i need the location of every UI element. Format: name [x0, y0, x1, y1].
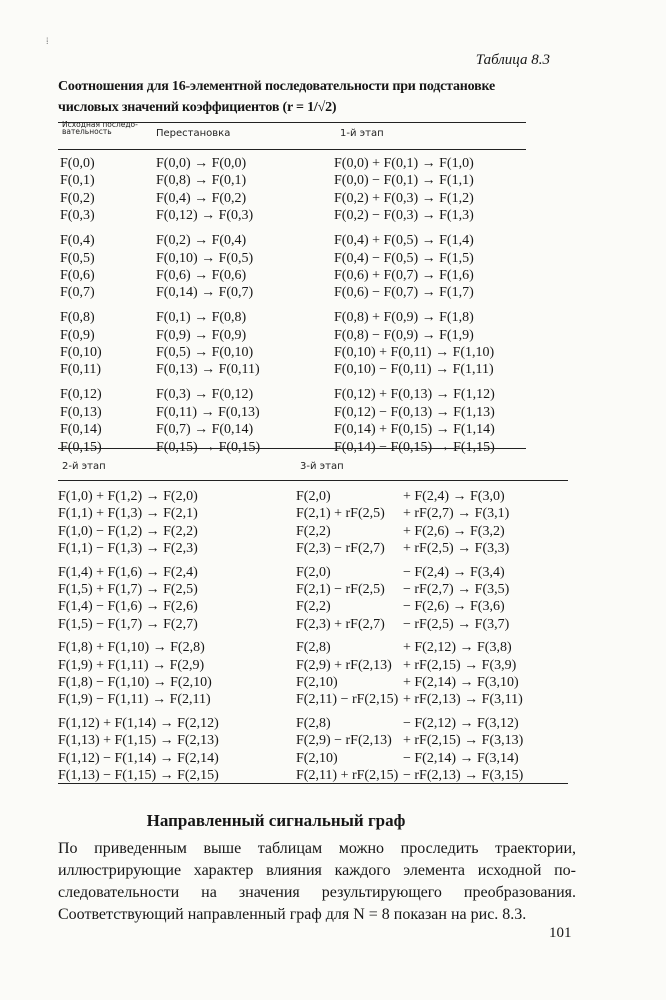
table-cell: + rF(2,15) → F(3,13) — [403, 733, 524, 749]
table-cell: F(0,11) → F(0,13) — [156, 404, 260, 420]
table-cell: F(0,10) → F(0,5) — [156, 250, 254, 266]
table-cell: F(0,14) − F(0,15) → F(1,15) — [334, 439, 495, 455]
table-cell: F(0,1) — [60, 173, 95, 189]
table-cell: + rF(2,7) → F(3,1) — [403, 506, 510, 522]
table-cell: F(2,10) — [296, 750, 338, 766]
table-cell: F(1,4) + F(1,6) → F(2,4) — [58, 564, 198, 580]
table-cell: − F(2,14) → F(3,14) — [403, 750, 519, 766]
table1-bottom-rule — [58, 448, 526, 449]
table-cell: F(0,10) − F(0,11) → F(1,11) — [334, 362, 494, 378]
table-label: Таблица 8.3 — [475, 52, 550, 68]
table-cell: F(0,6) → F(0,6) — [156, 267, 247, 283]
table-cell: F(2,9) + rF(2,13) — [296, 657, 392, 673]
table-cell: F(1,8) + F(1,10) → F(2,8) — [58, 640, 205, 656]
table-cell: F(0,2) − F(0,3) → F(1,3) — [334, 208, 474, 224]
table-cell: F(2,2) — [296, 599, 331, 615]
section-heading: Направленный сигнальный граф — [146, 811, 406, 830]
table-cell: F(1,8) − F(1,10) → F(2,10) — [58, 675, 212, 690]
margin-mark: ⁞ — [46, 36, 49, 46]
table-cell: F(1,0) − F(1,2) → F(2,2) — [58, 523, 198, 539]
table-cell: F(2,0) — [296, 564, 331, 580]
table-cell: F(0,15) → F(0,15) — [156, 439, 261, 455]
table-cell: F(2,1) + rF(2,5) — [296, 506, 385, 522]
table-cell: F(0,5) → F(0,10) — [156, 345, 254, 360]
table-cell: F(0,8) — [60, 310, 95, 326]
table-cell: F(2,9) − rF(2,13) — [296, 733, 392, 749]
table2-header-stage2: 2-й этап — [62, 461, 106, 472]
table-cell: F(0,11) — [60, 362, 102, 378]
table-cell: F(0,2) + F(0,3) → F(1,2) — [334, 190, 474, 206]
table2-header-stage3: 3-й этап — [300, 461, 344, 472]
table-cell: F(0,9) — [60, 327, 95, 343]
page-number: 101 — [549, 925, 572, 941]
table-cell: F(0,14) → F(0,7) — [156, 285, 254, 301]
table-cell: F(0,7) → F(0,14) — [156, 422, 254, 438]
table-cell: F(0,6) − F(0,7) → F(1,7) — [334, 285, 474, 301]
table-cell: F(0,7) — [60, 285, 95, 301]
table-cell: F(0,4) + F(0,5) → F(1,4) — [334, 233, 474, 249]
table-cell: F(1,9) − F(1,11) → F(2,11) — [58, 692, 211, 708]
table-cell: F(1,9) + F(1,11) → F(2,9) — [58, 657, 205, 673]
table-cell: F(2,11) + rF(2,15) — [296, 768, 399, 783]
table-cell: − rF(2,7) → F(3,5) — [403, 582, 510, 597]
table-cell: F(0,15) — [60, 439, 102, 455]
table-cell: F(0,1) → F(0,8) — [156, 310, 247, 326]
table-cell: F(2,11) − rF(2,15) — [296, 692, 399, 708]
table-cell: F(2,8) — [296, 640, 331, 656]
table-cell: F(0,12) → F(0,3) — [156, 208, 254, 224]
table-cell: + F(2,4) → F(3,0) — [403, 489, 505, 504]
table2-bottom-rule — [58, 783, 568, 784]
paragraph-line: иллюстрирующие характер влияния каждого элемента исходной по- — [58, 862, 576, 879]
table-cell: − F(2,4) → F(3,4) — [403, 564, 505, 580]
table-cell: F(0,6) + F(0,7) → F(1,6) — [334, 267, 474, 283]
table-cell: F(1,1) − F(1,3) → F(2,3) — [58, 541, 198, 557]
table-cell: F(0,14) — [60, 422, 102, 438]
table-cell: F(0,8) − F(0,9) → F(1,9) — [334, 327, 474, 343]
table-cell: + F(2,14) → F(3,10) — [403, 675, 519, 690]
table-cell: − rF(2,5) → F(3,7) — [403, 616, 510, 632]
table-caption: Соотношения для 16-элементной последовательности при подстановке числовых значений коэффициентов (r = 1/√2) — [58, 79, 495, 115]
table-cell: F(0,2) — [60, 190, 95, 206]
table-cell: + rF(2,15) → F(3,9) — [403, 657, 517, 673]
table-cell: F(0,9) → F(0,9) — [156, 327, 247, 343]
table-cell: F(0,8) → F(0,1) — [156, 173, 247, 189]
table-cell: F(2,0) — [296, 489, 331, 504]
table-cell: F(0,14) + F(0,15) → F(1,14) — [334, 422, 495, 438]
table-cell: F(0,5) — [60, 250, 95, 266]
table-cell: F(2,3) − rF(2,7) — [296, 541, 385, 557]
table-cell: F(2,1) − rF(2,5) — [296, 582, 385, 597]
table-cell: F(0,2) → F(0,4) — [156, 233, 247, 249]
table-cell: F(0,0) — [60, 156, 95, 171]
table-cell: F(0,12) − F(0,13) → F(1,13) — [334, 404, 495, 420]
table-cell: F(0,4) — [60, 233, 95, 249]
table-cell: + F(2,6) → F(3,2) — [403, 523, 505, 539]
table-cell: − rF(2,13) → F(3,15) — [403, 768, 524, 783]
table-cell: F(1,5) − F(1,7) → F(2,7) — [58, 616, 198, 632]
table-cell: F(0,6) — [60, 267, 95, 283]
table-cell: F(0,8) + F(0,9) → F(1,8) — [334, 310, 474, 326]
table-cell: F(1,12) − F(1,14) → F(2,14) — [58, 750, 219, 766]
table-cell: F(2,10) — [296, 675, 338, 690]
table-cell: F(2,3) + rF(2,7) — [296, 616, 385, 632]
table-cell: F(0,3) — [60, 208, 95, 224]
table-cell: F(1,1) + F(1,3) → F(2,1) — [58, 506, 198, 522]
table-cell: + F(2,12) → F(3,8) — [403, 640, 512, 656]
table1-header-permutation: Перестановка — [156, 128, 231, 139]
table-cell: F(2,2) — [296, 523, 331, 539]
table-cell: F(0,4) − F(0,5) → F(1,5) — [334, 250, 474, 266]
table-cell: F(0,12) + F(0,13) → F(1,12) — [334, 387, 495, 403]
paragraph-line: Соответствующий направленный граф для N = 8 показан на рис. 8.3. — [58, 906, 527, 923]
table-cell: F(0,13) → F(0,11) — [156, 362, 260, 378]
table-cell: F(0,0) + F(0,1) → F(1,0) — [334, 156, 474, 171]
table-cell: − F(2,6) → F(3,6) — [403, 599, 505, 615]
table-cell: F(0,10) — [60, 345, 102, 360]
table-cell: F(2,8) — [296, 715, 331, 731]
table-cell: F(0,3) → F(0,12) — [156, 387, 254, 403]
table-cell: F(0,4) → F(0,2) — [156, 190, 247, 206]
paragraph-line: По приведенным выше таблицам можно проследить траектории, — [58, 840, 576, 857]
table-cell: + rF(2,13) → F(3,11) — [403, 692, 523, 708]
table-cell: F(0,10) + F(0,11) → F(1,10) — [334, 345, 495, 360]
table-cell: F(1,0) + F(1,2) → F(2,0) — [58, 489, 198, 504]
table-cell: F(1,13) − F(1,15) → F(2,15) — [58, 768, 219, 783]
table-cell: F(0,0) → F(0,0) — [156, 156, 247, 171]
table-cell: F(0,0) − F(0,1) → F(1,1) — [334, 173, 474, 189]
table-cell: F(0,13) — [60, 404, 102, 420]
table-cell: F(1,12) + F(1,14) → F(2,12) — [58, 715, 219, 731]
table-cell: F(1,5) + F(1,7) → F(2,5) — [58, 582, 198, 597]
table-cell: F(1,13) + F(1,15) → F(2,13) — [58, 733, 219, 749]
table1-header-stage1: 1-й этап — [340, 128, 384, 139]
table-cell: + rF(2,5) → F(3,3) — [403, 541, 510, 557]
body-paragraph — [58, 838, 576, 926]
table1-header-source: Исходная последо-вательность — [62, 120, 138, 136]
table1-header-rule — [58, 149, 526, 150]
table-cell: F(0,12) — [60, 387, 102, 403]
table-cell: F(1,4) − F(1,6) → F(2,6) — [58, 599, 198, 615]
paragraph-line: следовательности на значения результирующего преобразования. — [58, 884, 576, 901]
table-cell: − F(2,12) → F(3,12) — [403, 715, 519, 731]
table2-header-rule — [58, 480, 568, 481]
